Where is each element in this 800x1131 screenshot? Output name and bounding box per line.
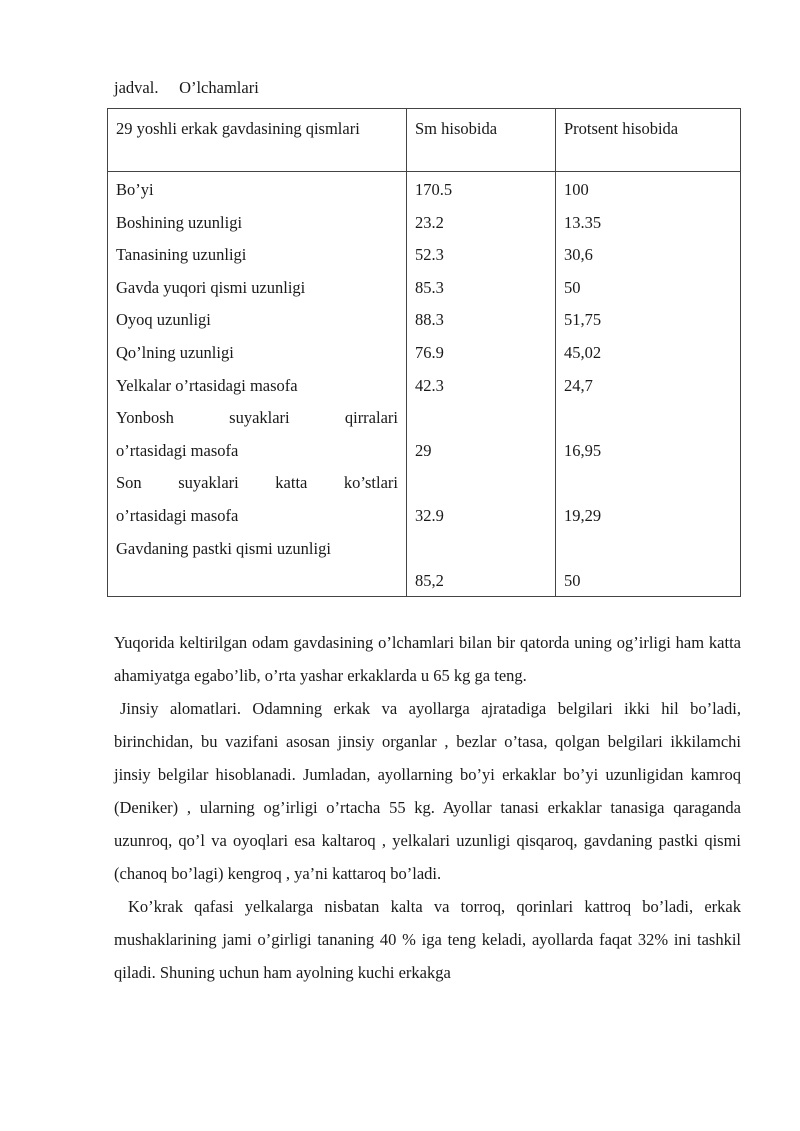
body-parts-column	[108, 172, 406, 596]
percent-value: 19,29	[564, 505, 602, 525]
percent-value: 51,75	[564, 310, 602, 330]
row-label: Gavda yuqori qismi uzunligi	[116, 277, 306, 297]
column-header-cm: Sm hisobida	[415, 119, 498, 138]
measurements-table	[107, 108, 741, 597]
percent-value: 100	[564, 180, 589, 199]
cm-value: 76.9	[415, 342, 444, 362]
cm-value: 170.5	[415, 180, 453, 199]
row-label: Bo’yi	[116, 180, 154, 199]
percent-value: 13.35	[564, 212, 602, 232]
row-label: o’rtasidagi masofa	[116, 505, 239, 525]
column-header-percent: Protsent hisobida	[564, 119, 679, 138]
row-label: Gavdaning pastki qismi uzunligi	[116, 538, 331, 558]
paragraph: Yuqorida keltirilgan odam gavdasining o’lchamlari bilan bir qatorda uning og’irligi ham katta ahamiyatga egabo’lib, o’rta yashar erkaklarda u 65 kg ga teng.	[114, 633, 741, 685]
cm-value: 85,2	[415, 571, 444, 591]
table-caption: jadval. O’lchamlari	[114, 78, 259, 97]
percent-value: 50	[564, 571, 581, 591]
percent-column	[556, 172, 740, 596]
percent-value: 45,02	[564, 342, 602, 362]
cm-value: 42.3	[415, 375, 444, 395]
row-label: Yonbosh suyaklari qirralari	[116, 408, 398, 428]
table-header-row	[108, 109, 741, 172]
cm-value: 52.3	[415, 245, 444, 265]
cm-value: 32.9	[415, 505, 444, 525]
cm-value: 88.3	[415, 310, 444, 330]
row-label: o’rtasidagi masofa	[116, 440, 239, 460]
row-label: Oyoq uzunligi	[116, 310, 211, 330]
percent-value: 16,95	[564, 440, 602, 460]
paragraph: Jinsiy alomatlari. Odamning erkak va ayollarga ajratadiga belgilari ikki hil bo’ladi, birinchidan, bu vazifani asosan jinsiy organlar , bezlar o’tasa, qolgan belgilari ikkilamchi jinsiy belgilar hisoblanadi. Jumladan, ayollarning bo’yi erkaklar bo’yi uzunligidan kamroq (Deniker) , ularning og’irligi o’rtacha 55 kg. Ayollar tanasi erkaklar tanasiga qaraganda uzunroq, qo’l va oyoqlari esa kaltaroq , yelkalari uzunligi qisqaroq, gavdaning pastki qismi (chanoq bo’lagi) kengroq , ya’ni kattaroq bo’ladi.	[114, 699, 741, 883]
table-body-row	[108, 172, 741, 597]
percent-value: 30,6	[564, 245, 593, 265]
percent-value: 24,7	[564, 375, 593, 395]
row-label: Boshining uzunligi	[116, 212, 243, 232]
cm-value: 85.3	[415, 277, 444, 297]
paragraph: Ko’krak qafasi yelkalarga nisbatan kalta va torroq, qorinlari kattroq bo’ladi, erkak mushaklarining jami o’girligi tananing 40 % iga teng keladi, ayollarda faqat 32% ini tashkil qiladi. Shuning uchun ham ayolning kuchi erkakga	[114, 897, 741, 982]
body-text	[114, 626, 741, 989]
column-header-body-parts: 29 yoshli erkak gavdasining qismlari	[116, 119, 360, 138]
cm-value: 29	[415, 440, 432, 460]
row-label: Yelkalar o’rtasidagi masofa	[116, 375, 298, 395]
row-label: Tanasining uzunligi	[116, 245, 247, 265]
cm-column	[407, 172, 555, 596]
row-label: Qo’lning uzunligi	[116, 342, 234, 362]
percent-value: 50	[564, 277, 581, 297]
row-label: Son suyaklari katta ko’stlari	[116, 473, 398, 493]
cm-value: 23.2	[415, 212, 444, 232]
